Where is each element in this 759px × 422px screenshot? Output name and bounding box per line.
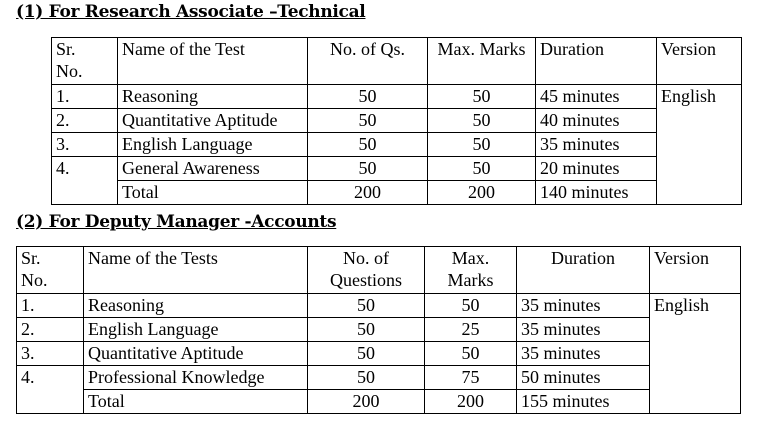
marks-cell: 50 bbox=[428, 85, 536, 109]
sr-cell: 3. bbox=[52, 133, 118, 157]
table-row bbox=[52, 85, 742, 109]
marks-cell: 50 bbox=[428, 133, 536, 157]
col-header-sr: Sr. No. bbox=[52, 38, 118, 85]
total-qs: 200 bbox=[308, 181, 428, 205]
table-row bbox=[17, 366, 741, 390]
section2-heading: (2) For Deputy Manager -Accounts bbox=[16, 212, 337, 232]
sr-cell: 2. bbox=[52, 109, 118, 133]
total-marks: 200 bbox=[428, 181, 536, 205]
deputy-manager-table bbox=[16, 246, 741, 414]
marks-cell: 50 bbox=[425, 294, 517, 318]
table-row bbox=[52, 133, 742, 157]
duration-cell: 20 minutes bbox=[536, 157, 657, 181]
section1-heading: (1) For Research Associate –Technical bbox=[16, 2, 366, 22]
qs-cell: 50 bbox=[308, 157, 428, 181]
col-header-qs: No. of Questions bbox=[308, 247, 425, 294]
duration-cell: 50 minutes bbox=[517, 366, 650, 390]
col-header-version: Version bbox=[650, 247, 741, 294]
col-header-name: Name of the Test bbox=[118, 38, 308, 85]
table-header-row bbox=[52, 38, 742, 85]
sr-cell: 2. bbox=[17, 318, 84, 342]
test-name-cell: General Awareness bbox=[118, 157, 308, 181]
col-header-duration: Duration bbox=[517, 247, 650, 294]
col-header-marks: Max. Marks bbox=[425, 247, 517, 294]
total-qs: 200 bbox=[308, 390, 425, 414]
test-name-cell: Quantitative Aptitude bbox=[84, 342, 308, 366]
sr-cell-empty bbox=[17, 390, 84, 414]
duration-cell: 35 minutes bbox=[517, 294, 650, 318]
duration-cell: 35 minutes bbox=[536, 133, 657, 157]
table-row bbox=[52, 157, 742, 181]
total-duration: 140 minutes bbox=[536, 181, 657, 205]
col-header-duration: Duration bbox=[536, 38, 657, 85]
research-associate-table bbox=[51, 37, 742, 205]
qs-cell: 50 bbox=[308, 342, 425, 366]
qs-cell: 50 bbox=[308, 366, 425, 390]
qs-cell: 50 bbox=[308, 109, 428, 133]
sr-cell: 1. bbox=[17, 294, 84, 318]
sr-cell-empty bbox=[52, 181, 118, 205]
total-label: Total bbox=[84, 390, 308, 414]
total-row bbox=[52, 181, 742, 205]
version-cell: English bbox=[650, 294, 741, 414]
qs-cell: 50 bbox=[308, 294, 425, 318]
total-marks: 200 bbox=[425, 390, 517, 414]
sr-cell: 3. bbox=[17, 342, 84, 366]
col-header-sr: Sr. No. bbox=[17, 247, 84, 294]
total-label: Total bbox=[118, 181, 308, 205]
qs-cell: 50 bbox=[308, 318, 425, 342]
table-header-row bbox=[17, 247, 741, 294]
test-name-cell: Reasoning bbox=[118, 85, 308, 109]
qs-cell: 50 bbox=[308, 133, 428, 157]
duration-cell: 35 minutes bbox=[517, 318, 650, 342]
sr-cell: 1. bbox=[52, 85, 118, 109]
col-header-qs: No. of Qs. bbox=[308, 38, 428, 85]
marks-cell: 50 bbox=[428, 109, 536, 133]
marks-cell: 50 bbox=[425, 342, 517, 366]
total-duration: 155 minutes bbox=[517, 390, 650, 414]
sr-cell: 4. bbox=[52, 157, 118, 181]
col-header-name: Name of the Tests bbox=[84, 247, 308, 294]
marks-cell: 75 bbox=[425, 366, 517, 390]
duration-cell: 35 minutes bbox=[517, 342, 650, 366]
version-cell: English bbox=[657, 85, 742, 205]
col-header-version: Version bbox=[657, 38, 742, 85]
qs-cell: 50 bbox=[308, 85, 428, 109]
duration-cell: 40 minutes bbox=[536, 109, 657, 133]
marks-cell: 50 bbox=[428, 157, 536, 181]
test-name-cell: Professional Knowledge bbox=[84, 366, 308, 390]
table-row bbox=[17, 318, 741, 342]
table-row bbox=[52, 109, 742, 133]
test-name-cell: English Language bbox=[118, 133, 308, 157]
test-name-cell: Reasoning bbox=[84, 294, 308, 318]
duration-cell: 45 minutes bbox=[536, 85, 657, 109]
table-row bbox=[17, 294, 741, 318]
total-row bbox=[17, 390, 741, 414]
test-name-cell: English Language bbox=[84, 318, 308, 342]
table-row bbox=[17, 342, 741, 366]
test-name-cell: Quantitative Aptitude bbox=[118, 109, 308, 133]
marks-cell: 25 bbox=[425, 318, 517, 342]
sr-cell: 4. bbox=[17, 366, 84, 390]
col-header-marks: Max. Marks bbox=[428, 38, 536, 85]
